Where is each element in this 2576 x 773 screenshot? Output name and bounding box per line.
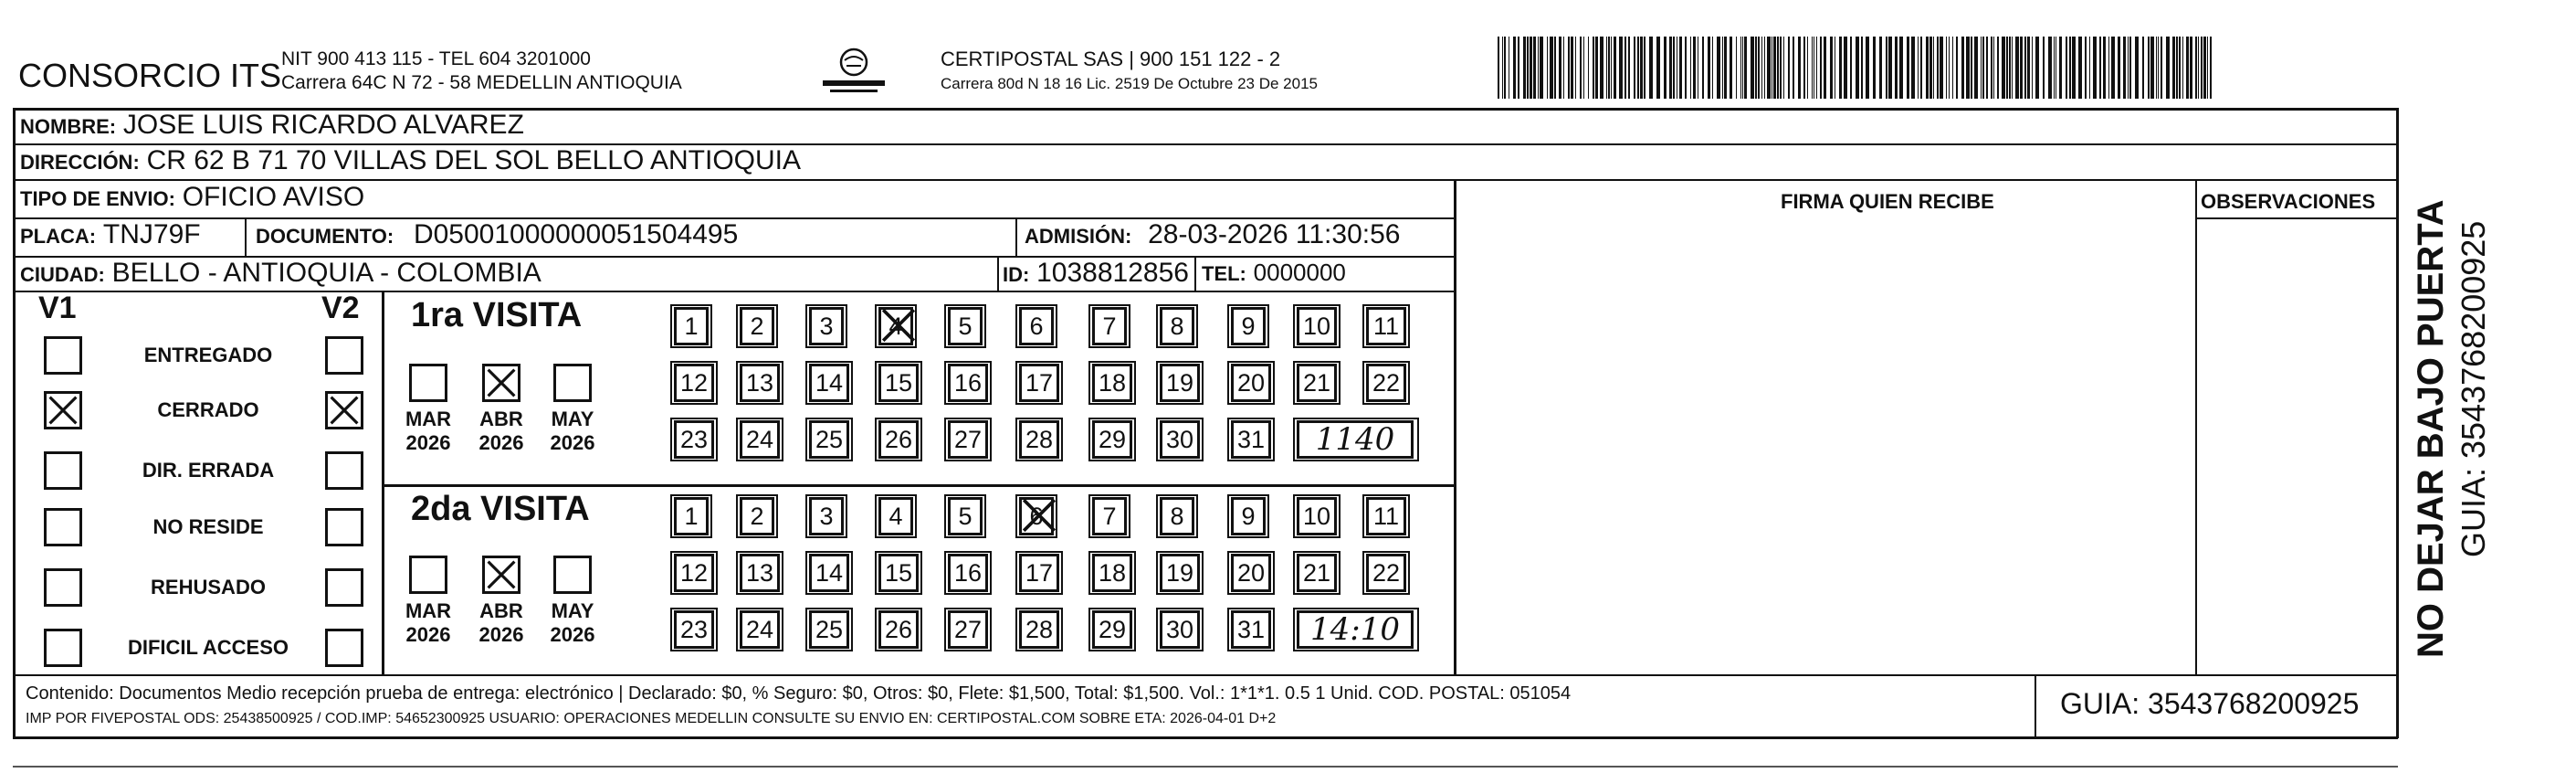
second-visit-year-label: 2026 <box>550 623 595 646</box>
day-number: 25 <box>815 615 844 643</box>
first-visit-day-12[interactable] <box>674 364 714 402</box>
first-visit-month-mar-checkbox[interactable] <box>409 364 447 402</box>
second-visit-day-8[interactable] <box>1160 497 1194 535</box>
status-label-dir-errada: DIR. ERRADA <box>142 459 275 482</box>
day-number: 26 <box>884 425 913 453</box>
first-visit-day-28[interactable] <box>1019 420 1059 459</box>
second-visit-day-9[interactable] <box>1231 497 1266 535</box>
first-visit-time-field[interactable] <box>1297 420 1414 459</box>
footer-imp: IMP POR FIVEPOSTAL ODS: 25438500925 / COD.IMP: 54652300925 USUARIO: OPERACIONES MEDELLIN CONSULTE SU ENVIO EN: CERTIPOSTAL.COM SOBRE ETA: 2026-04-01 D+2 <box>26 711 1277 726</box>
first-visit-title: 1ra VISITA <box>411 296 583 334</box>
day-number: 30 <box>1165 425 1194 453</box>
second-visit-month-mar-checkbox[interactable] <box>409 556 447 594</box>
day-number: 13 <box>745 558 774 587</box>
day-number: 22 <box>1372 558 1401 587</box>
admision-row <box>1025 219 1400 250</box>
day-number: 6 <box>1029 312 1044 340</box>
v2-checkbox-dir-errada[interactable] <box>325 451 363 490</box>
day-number: 10 <box>1302 502 1331 530</box>
second-visit-day-16[interactable] <box>948 554 988 592</box>
day-number: 23 <box>679 425 709 453</box>
second-visit-day-3[interactable] <box>809 497 844 535</box>
day-number: 26 <box>884 615 913 643</box>
day-number: 10 <box>1302 312 1331 340</box>
day-number: 4 <box>888 502 903 530</box>
direccion-row <box>20 145 801 176</box>
status-label-rehusado: REHUSADO <box>151 576 266 598</box>
day-number: 2 <box>750 312 764 340</box>
second-visit-day-25[interactable] <box>809 610 849 649</box>
v1-checkbox-cerrado[interactable] <box>44 391 82 429</box>
second-visit-month-may-checkbox[interactable] <box>553 556 592 594</box>
second-visit-day-27[interactable] <box>948 610 988 649</box>
tipo-row <box>20 182 364 213</box>
first-visit-day-24[interactable] <box>740 420 780 459</box>
second-visit-day-18[interactable] <box>1092 554 1132 592</box>
first-visit-day-13[interactable] <box>740 364 780 402</box>
side-warning: NO DEJAR BAJO PUERTA <box>2411 199 2451 658</box>
second-visit-day-19[interactable] <box>1160 554 1200 592</box>
carrier-address: Carrera 80d N 18 16 Lic. 2519 De Octubre 23 De 2015 <box>941 75 1318 92</box>
day-number: 9 <box>1241 502 1256 530</box>
first-visit-day-3[interactable] <box>809 307 844 345</box>
first-visit-year-label: 2026 <box>405 431 451 454</box>
placa-value: TNJ79F <box>102 219 201 249</box>
day-number: 11 <box>1372 502 1400 530</box>
day-number: 20 <box>1236 368 1266 397</box>
first-visit-day-27[interactable] <box>948 420 988 459</box>
first-visit-day-17[interactable] <box>1019 364 1059 402</box>
first-visit-day-4[interactable] <box>878 307 913 345</box>
first-visit-day-10[interactable] <box>1297 307 1337 345</box>
second-visit-day-23[interactable] <box>674 610 714 649</box>
first-visit-day-25[interactable] <box>809 420 849 459</box>
day-number: 15 <box>884 368 913 397</box>
v2-checkbox-dificil-acceso[interactable] <box>325 629 363 667</box>
first-visit-day-16[interactable] <box>948 364 988 402</box>
first-visit-month-label: ABR <box>479 408 523 430</box>
first-visit-day-31[interactable] <box>1231 420 1271 459</box>
second-visit-day-10[interactable] <box>1297 497 1337 535</box>
footer-guia: GUIA: 3543768200925 <box>2060 687 2360 720</box>
first-visit-day-20[interactable] <box>1231 364 1271 402</box>
second-visit-day-12[interactable] <box>674 554 714 592</box>
first-visit-month-caption <box>396 408 460 455</box>
v2-checkbox-no-reside[interactable] <box>325 508 363 546</box>
day-number: 31 <box>1236 615 1266 643</box>
first-visit-day-26[interactable] <box>878 420 919 459</box>
second-visit-day-7[interactable] <box>1092 497 1127 535</box>
second-visit-day-14[interactable] <box>809 554 849 592</box>
day-number: 29 <box>1098 615 1127 643</box>
day-number: 5 <box>958 312 973 340</box>
day-number: 7 <box>1102 502 1117 530</box>
v2-checkbox-rehusado[interactable] <box>325 568 363 607</box>
day-number: 17 <box>1025 558 1054 587</box>
handwritten-x-mark <box>1020 496 1058 541</box>
carrier-info: CERTIPOSTAL SAS | 900 151 122 - 2 <box>941 48 1281 70</box>
day-number: 4 <box>888 312 903 340</box>
placa-row <box>20 219 201 250</box>
day-number: 17 <box>1025 368 1054 397</box>
first-visit-day-11[interactable] <box>1366 307 1406 345</box>
id-row <box>1003 258 1189 289</box>
v2-checkbox-cerrado[interactable] <box>325 391 363 429</box>
second-visit-day-29[interactable] <box>1092 610 1132 649</box>
documento-value: D05001000000051504495 <box>413 219 739 249</box>
direccion-label: DIRECCIÓN: <box>20 151 140 174</box>
v1-checkbox-entregado[interactable] <box>44 336 82 375</box>
second-visit-day-26[interactable] <box>878 610 919 649</box>
day-number: 8 <box>1170 502 1184 530</box>
first-visit-month-label: MAR <box>405 408 452 430</box>
certipostal-logo <box>817 46 890 102</box>
second-visit-day-5[interactable] <box>948 497 983 535</box>
second-visit-day-24[interactable] <box>740 610 780 649</box>
second-visit-day-15[interactable] <box>878 554 919 592</box>
first-visit-day-5[interactable] <box>948 307 983 345</box>
second-visit-day-17[interactable] <box>1019 554 1059 592</box>
first-visit-day-15[interactable] <box>878 364 919 402</box>
tipo-value: OFICIO AVISO <box>182 182 365 212</box>
documento-row <box>256 219 738 250</box>
v1-checkbox-rehusado[interactable] <box>44 568 82 607</box>
ciudad-label: CIUDAD: <box>20 263 105 286</box>
day-number: 3 <box>819 502 834 530</box>
barcode <box>1498 37 2219 99</box>
day-number: 1 <box>684 312 699 340</box>
day-number: 14 <box>815 558 844 587</box>
day-number: 21 <box>1302 558 1331 587</box>
first-visit-year-label: 2026 <box>550 431 595 454</box>
day-number: 27 <box>953 615 983 643</box>
first-visit-day-14[interactable] <box>809 364 849 402</box>
day-number: 27 <box>953 425 983 453</box>
side-guia: GUIA: 3543768200925 <box>2455 220 2492 557</box>
second-visit-time-field[interactable] <box>1297 610 1414 649</box>
second-visit-day-11[interactable] <box>1366 497 1406 535</box>
company-address: Carrera 64C N 72 - 58 MEDELLIN ANTIOQUIA <box>281 72 682 93</box>
day-number: 21 <box>1302 368 1331 397</box>
day-number: 14 <box>815 368 844 397</box>
day-number: 19 <box>1165 368 1194 397</box>
first-visit-day-2[interactable] <box>740 307 774 345</box>
second-visit-month-abr-checkbox[interactable] <box>482 556 520 594</box>
day-number: 29 <box>1098 425 1127 453</box>
second-visit-month-caption <box>396 599 460 647</box>
v1-header: V1 <box>38 291 77 325</box>
first-visit-day-23[interactable] <box>674 420 714 459</box>
admision-value: 28-03-2026 11:30:56 <box>1148 219 1401 249</box>
day-number: 28 <box>1025 615 1054 643</box>
day-number: 3 <box>819 312 834 340</box>
nombre-value: JOSE LUIS RICARDO ALVAREZ <box>122 110 524 140</box>
second-visit-day-21[interactable] <box>1297 554 1337 592</box>
second-visit-year-label: 2026 <box>405 623 451 646</box>
first-visit-day-1[interactable] <box>674 307 709 345</box>
status-label-dificil-acceso: DIFICIL ACCESO <box>127 636 289 659</box>
status-label-no-reside: NO RESIDE <box>152 515 264 538</box>
day-number: 7 <box>1102 312 1117 340</box>
v2-header: V2 <box>321 291 360 325</box>
handwritten-x-mark <box>879 306 918 351</box>
first-visit-month-caption <box>541 408 605 455</box>
nombre-label: NOMBRE: <box>20 115 117 138</box>
second-visit-day-22[interactable] <box>1366 554 1406 592</box>
second-visit-day-20[interactable] <box>1231 554 1271 592</box>
first-visit-day-19[interactable] <box>1160 364 1200 402</box>
second-visit-day-2[interactable] <box>740 497 774 535</box>
day-number: 25 <box>815 425 844 453</box>
day-number: 23 <box>679 615 709 643</box>
day-number: 5 <box>958 502 973 530</box>
tipo-label: TIPO DE ENVIO: <box>20 187 175 210</box>
day-number: 19 <box>1165 558 1194 587</box>
status-label-cerrado: CERRADO <box>157 398 259 421</box>
first-visit-day-8[interactable] <box>1160 307 1194 345</box>
placa-label: PLACA: <box>20 225 97 248</box>
day-number: 24 <box>745 615 774 643</box>
day-number: 20 <box>1236 558 1266 587</box>
second-visit-day-1[interactable] <box>674 497 709 535</box>
day-number: 28 <box>1025 425 1054 453</box>
firma-header: FIRMA QUIEN RECIBE <box>1781 190 1994 213</box>
day-number: 30 <box>1165 615 1194 643</box>
tel-value: 0000000 <box>1253 259 1346 286</box>
first-visit-day-30[interactable] <box>1160 420 1200 459</box>
first-visit-month-label: MAY <box>551 408 594 430</box>
day-number: 2 <box>750 502 764 530</box>
first-visit-time-value: 1140 <box>1315 421 1395 458</box>
day-number: 16 <box>953 558 983 587</box>
second-visit-year-label: 2026 <box>478 623 524 646</box>
tel-row <box>1202 258 1346 287</box>
second-visit-time-value: 14:10 <box>1310 611 1400 648</box>
day-number: 11 <box>1372 312 1400 340</box>
second-visit-day-4[interactable] <box>878 497 913 535</box>
second-visit-month-caption <box>469 599 533 647</box>
day-number: 1 <box>684 502 699 530</box>
second-visit-day-28[interactable] <box>1019 610 1059 649</box>
second-visit-day-30[interactable] <box>1160 610 1200 649</box>
day-number: 18 <box>1098 368 1127 397</box>
observaciones-header: OBSERVACIONES <box>2201 190 2376 213</box>
first-visit-year-label: 2026 <box>478 431 524 454</box>
direccion-value: CR 62 B 71 70 VILLAS DEL SOL BELLO ANTIOQUIA <box>146 145 802 175</box>
first-visit-month-may-checkbox[interactable] <box>553 364 592 402</box>
second-visit-day-31[interactable] <box>1231 610 1271 649</box>
tel-label: TEL: <box>1202 262 1246 285</box>
first-visit-day-29[interactable] <box>1092 420 1132 459</box>
day-number: 24 <box>745 425 774 453</box>
v1-checkbox-dificil-acceso[interactable] <box>44 629 82 667</box>
status-label-entregado: ENTREGADO <box>143 344 273 366</box>
ciudad-row <box>20 258 541 289</box>
second-visit-month-label: MAR <box>405 599 452 622</box>
first-visit-day-22[interactable] <box>1366 364 1406 402</box>
first-visit-day-18[interactable] <box>1092 364 1132 402</box>
day-number: 31 <box>1236 425 1266 453</box>
v2-checkbox-entregado[interactable] <box>325 336 363 375</box>
company-nit: NIT 900 413 115 - TEL 604 3201000 <box>281 48 591 69</box>
second-visit-title: 2da VISITA <box>411 490 590 528</box>
day-number: 8 <box>1170 312 1184 340</box>
second-visit-day-6[interactable] <box>1019 497 1054 535</box>
ciudad-value: BELLO - ANTIOQUIA - COLOMBIA <box>111 258 541 288</box>
v1-checkbox-dir-errada[interactable] <box>44 451 82 490</box>
second-visit-month-label: MAY <box>551 599 594 622</box>
first-visit-month-caption <box>469 408 533 455</box>
day-number: 15 <box>884 558 913 587</box>
v1-checkbox-no-reside[interactable] <box>44 508 82 546</box>
second-visit-day-13[interactable] <box>740 554 780 592</box>
company-name: CONSORCIO ITS <box>18 57 282 94</box>
day-number: 12 <box>679 368 709 397</box>
first-visit-day-7[interactable] <box>1092 307 1127 345</box>
day-number: 12 <box>679 558 709 587</box>
day-number: 13 <box>745 368 774 397</box>
first-visit-day-9[interactable] <box>1231 307 1266 345</box>
id-label: ID: <box>1003 263 1030 286</box>
day-number: 6 <box>1029 502 1044 530</box>
day-number: 18 <box>1098 558 1127 587</box>
first-visit-day-6[interactable] <box>1019 307 1054 345</box>
day-number: 9 <box>1241 312 1256 340</box>
day-number: 22 <box>1372 368 1401 397</box>
first-visit-day-21[interactable] <box>1297 364 1337 402</box>
day-number: 16 <box>953 368 983 397</box>
first-visit-month-abr-checkbox[interactable] <box>482 364 520 402</box>
id-value: 1038812856 <box>1036 258 1189 288</box>
footer-contenido: Contenido: Documentos Medio recepción prueba de entrega: electrónico | Declarado: $0, % Seguro: $0, Otros: $0, Flete: $1,500, Total: $1,500. Vol.: 1*1*1. 0.5 1 Unid. COD. POSTAL: 051054 <box>26 683 1572 704</box>
second-visit-month-label: ABR <box>479 599 523 622</box>
second-visit-month-caption <box>541 599 605 647</box>
admision-label: ADMISIÓN: <box>1025 225 1132 248</box>
documento-label: DOCUMENTO: <box>256 225 394 248</box>
nombre-row <box>20 110 524 141</box>
